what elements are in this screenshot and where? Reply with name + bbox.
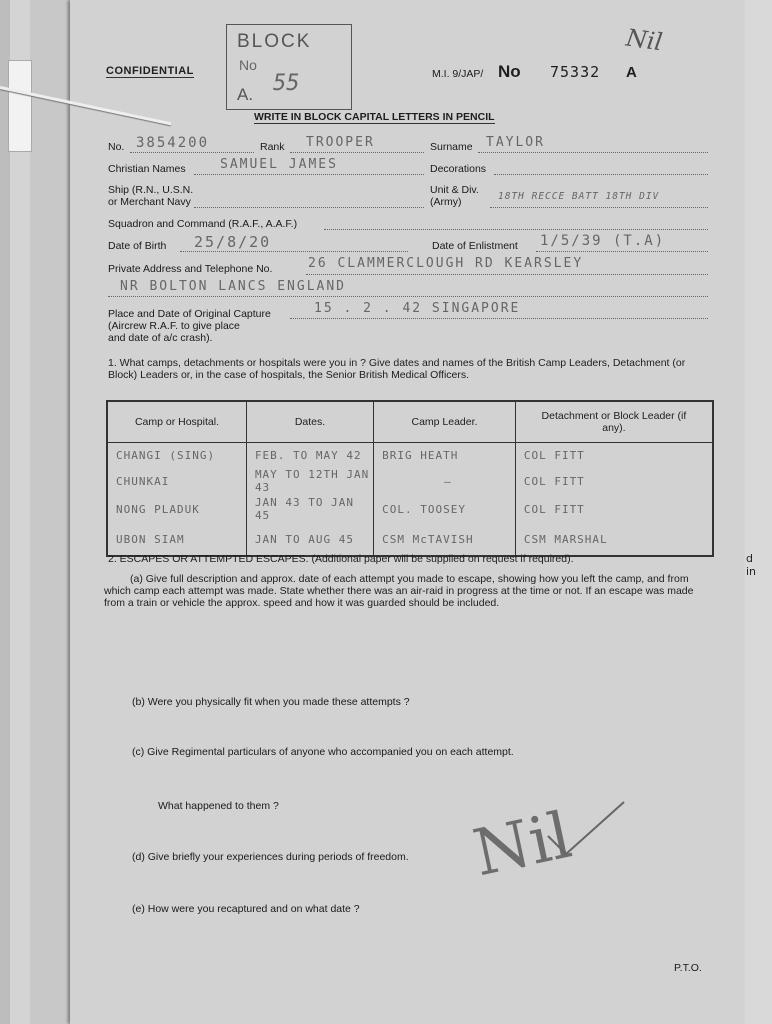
dob-label: Date of Birth [108,240,167,252]
dates-cell: FEB. TO MAY 42 [246,443,373,468]
stamp-letter-text: A. [237,85,254,104]
camp-leader-cell: CSM McTAVISH [374,523,516,556]
confidential-label: CONFIDENTIAL [106,65,194,77]
rank-line [290,152,424,153]
question-2-heading: 2. ESCAPES OR ATTEMPTED ESCAPES. (Additional paper will be supplied on request if required). [108,553,574,565]
column-header-camp: Camp or Hospital. [107,401,246,443]
table-row [107,495,713,523]
surname-line [478,152,708,153]
dates-cell: MAY TO 12TH JAN 43 [246,467,373,495]
detachment-leader-cell: COL FITT [515,495,713,523]
table-row [107,443,713,468]
stamp-no-text: No [239,57,257,73]
camp-leader-cell: BRIG HEATH [374,443,516,468]
address-value-line1: 26 CLAMMERCLOUGH RD KEARSLEY [308,256,584,271]
rank-value: TROOPER [306,135,375,150]
address-line-2 [108,296,708,297]
enlistment-label: Date of Enlistment [432,240,518,252]
right-fragment-text: in [746,565,757,578]
no-value: 3854200 [136,135,210,151]
pto-label: P.T.O. [674,962,702,974]
rank-label: Rank [260,141,285,153]
handwritten-nil-answer: Nil [467,798,578,892]
detachment-leader-cell: COL FITT [515,443,713,468]
right-fragment-text: d [746,552,753,565]
enlistment-value: 1/5/39 (T.A) [540,233,666,249]
camp-cell: NONG PLADUK [107,495,246,523]
capture-value: 15 . 2 . 42 SINGAPORE [314,301,521,316]
decorations-line [494,174,708,175]
column-header-dates: Dates. [246,401,373,443]
ship-label-2: or Merchant Navy [108,196,191,208]
christian-names-label: Christian Names [108,163,186,175]
decorations-label: Decorations [430,163,487,175]
table-row [107,467,713,495]
capture-label-3: and date of a/c crash). [108,332,213,344]
camp-leader-cell: COL. TOOSEY [374,495,516,523]
column-header-camp-leader: Camp Leader. [374,401,516,443]
capture-line [290,318,708,319]
form-reference: M.I. 9/JAP/ [432,68,484,80]
no-line [130,152,254,153]
squadron-label: Squadron and Command (R.A.F., A.A.F.) [108,218,298,230]
dob-line [180,251,408,252]
question-2d-text: (d) Give briefly your experiences during periods of freedom. [132,851,409,863]
unit-value: 18TH RECCE BATT 18TH DIV [498,191,660,202]
detachment-leader-cell: COL FITT [515,467,713,495]
address-line [306,274,708,275]
christian-names-value: SAMUEL JAMES [220,157,338,172]
series-letter: A [626,64,637,81]
camp-cell: CHUNKAI [107,467,246,495]
serial-number: 75332 [550,63,601,81]
camp-leader-cell: — [374,467,516,495]
ship-label: Ship (R.N., U.S.N. [108,184,194,196]
paper-stack-right [741,0,772,1024]
unit-label-2: (Army) [430,196,462,208]
camp-cell: UBON SIAM [107,523,246,556]
address-value-line2: NR BOLTON LANCS ENGLAND [120,279,347,294]
dates-cell: JAN 43 TO JAN 45 [246,495,373,523]
instruction-heading: WRITE IN BLOCK CAPITAL LETTERS IN PENCIL [254,111,495,123]
stamp-block-text: BLOCK [237,31,312,52]
question-1-text: 1. What camps, detachments or hospitals were you in ? Give dates and names of the British Camp Leaders, Detachment (or Block) Leaders or, in the case of hospitals, the Senior British Medical Officers. [108,357,686,381]
surname-value: TAYLOR [486,135,545,150]
block-stamp [226,24,352,110]
table-header-row [107,401,713,443]
address-label: Private Address and Telephone No. [108,263,273,275]
question-2b-text: (b) Were you physically fit when you made these attempts ? [132,696,410,708]
paper-tag [8,60,32,152]
capture-label-2: (Aircrew R.A.F. to give place [108,320,240,332]
squadron-line [324,229,708,230]
question-2c-followup-text: What happened to them ? [158,800,279,812]
question-2a-text: (a) Give full description and approx. date of each attempt you made to escape, showing how you left the camp, and from which camp each attempt was made. State whether there was an air-raid in progress at the time or not. If an escape was made from a train or vehicle the approx. speed and how it was guarded should be included. [104,573,694,609]
tick-mark-icon [544,798,628,858]
enlistment-line [536,251,708,252]
no-label: No. [108,141,125,153]
camps-table [106,400,714,557]
unit-label: Unit & Div. [430,184,479,196]
questionnaire-sheet [70,0,744,1024]
dates-cell: JAN TO AUG 45 [246,523,373,556]
stamp-number: 55 [273,71,300,96]
dob-value: 25/8/20 [194,233,272,251]
camp-cell: CHANGI (SING) [107,443,246,468]
corner-nil-note: Nil [624,23,665,57]
christian-names-line [194,174,424,175]
surname-label: Surname [430,141,473,153]
ship-line [194,207,424,208]
table-row [107,523,713,556]
detachment-leader-cell: CSM MARSHAL [515,523,713,556]
column-header-detachment-leader: Detachment or Block Leader (if any). [515,401,713,443]
question-2c-text: (c) Give Regimental particulars of anyone who accompanied you on each attempt. [132,746,514,758]
serial-no-label: No [498,62,521,81]
unit-line [490,207,708,208]
question-2e-text: (e) How were you recaptured and on what date ? [132,903,360,915]
capture-label: Place and Date of Original Capture [108,308,271,320]
